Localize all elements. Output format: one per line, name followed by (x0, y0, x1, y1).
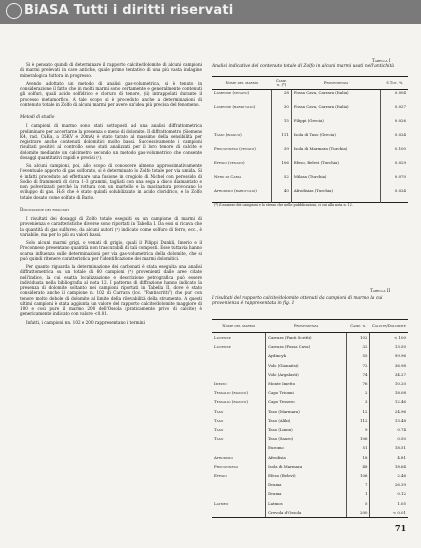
table-cell: 34.27 (394, 371, 406, 377)
table-cell: 15 (272, 118, 292, 132)
table-row (212, 370, 408, 379)
table-cell: Taso (Aliki) (266, 416, 347, 425)
table-cell: 40 (272, 188, 292, 203)
table-cell: 10.20 (394, 381, 406, 387)
column-header: Provenienza (291, 77, 380, 90)
table-row (212, 342, 408, 351)
table-cell: Taso (212, 425, 266, 434)
watermark-text: BiASA Tutti i diritti riservati (24, 3, 234, 18)
table-cell: 18.08 (394, 390, 406, 396)
table-cell: Imezio (212, 379, 266, 388)
table-cell: Tessalio (bianco) (212, 388, 266, 397)
table-cell: 72 (347, 361, 370, 370)
table-cell (212, 118, 272, 132)
table-row (212, 174, 408, 188)
table-row (212, 160, 408, 174)
table-cell: Volo (Argalasti) (266, 370, 347, 379)
table-cell: Isola di Marmara (Turchia) (291, 146, 380, 160)
table-cell: Efeso (Belevi) (266, 471, 347, 480)
table-caption: Analisi indicative del contenuto totale di Zolfo in alcuni marmi usati nell'antichità (212, 64, 394, 69)
table-row (212, 425, 408, 434)
table-cell: 18.51 (394, 445, 406, 451)
paragraph: Infatti, i campioni nn. 102 e 200 rappresentano i termini (26, 319, 145, 325)
table-cell: Euromo (266, 443, 347, 452)
column-header: Nome del marmo (212, 77, 272, 90)
table-row (212, 333, 408, 343)
table-cell: 0.004 (394, 90, 406, 95)
table-row (212, 499, 408, 508)
logo-icon (6, 3, 22, 19)
table-cell: 52 (272, 174, 292, 188)
table-cell: 0.024 (394, 132, 406, 137)
table-cell: Taso (212, 407, 266, 416)
column-header: Nome del marmo (212, 320, 266, 333)
table-cell: 106 (347, 471, 370, 480)
table-cell: Drama (266, 480, 347, 489)
paragraph: Su alcuni campioni, poi, allo scopo di conoscere almeno approssimativamente l'eventuale apporto di gas solforato, si è determinato lo Zolfo totale per via umida. Si è infatti proceduto ad effettuare una fusione in crogiolo di Nichel con perossido di Sodio di frammenti di circa 1–3 grammi, tagliati con una sega a disco diamantato e non polverizzati perché la rottura con un martello e la macinatura provocano lo sviluppo di gas. H₂S che è stato quindi solubilizzato in acido cloridrico, e lo Zolfo totale dosato come solfato di Bario. (20, 163, 202, 200)
table-cell: Efesio (venato) (212, 160, 272, 174)
table-cell: Taso (Marmara) (266, 407, 347, 416)
table-label: Tabella II (370, 288, 391, 293)
table-cell: 200 (347, 508, 370, 518)
table-cell: 51 (347, 443, 370, 452)
table-cell: Carrara (Fanti Scritti) (266, 333, 347, 343)
table-label: Tabella I (372, 58, 391, 63)
table-row (212, 471, 408, 480)
table-cell: < 100 (394, 335, 406, 340)
table-cell: Afrodisio (212, 453, 266, 462)
table-cell: 48 (347, 462, 370, 471)
table-cell: Tessalio (bianco) (212, 397, 266, 406)
table-cell (212, 480, 266, 489)
table-cell: Lunense (212, 333, 266, 343)
table-cell: 3 (347, 397, 370, 406)
table-cell: 0.026 (394, 118, 406, 123)
table-cell: 0.74 (397, 427, 406, 433)
page-number: 71 (395, 523, 407, 533)
table-cell: Taso (Limin) (266, 425, 347, 434)
table-cell: Crevola d'Ossola (266, 508, 347, 518)
table-cell: 111 (272, 132, 292, 146)
paragraph: Per quanto riguarda la determinazione dei carbonati è stata eseguita una analisi diffrattometrica su un totale di 60 campioni (⁴) provenienti dalle aree citate nell'indice, la cui esatta localizzazione e descrizione petrografica può essere individuata nella bibliografia al nota 12. I patterns di diffrazione hanno indicato la presenza di dolomite soltanto nei campioni riportati in Tabella II, dove è stato considerato anche il campione n. 102 di Carrara (loc. "Fantiscritti") che pur con tenore molto debole di dolomite al limite della rilevabilità della strumento. A questi ultimi campioni è stata aggiunta un valore del rapporto calcite/dolomite maggiore di 100 e così pure il marmo 200 dell'Ossola (praticamente privo di calcite) è genericamente indicato con valore <0.01. (20, 264, 202, 317)
table-cell: 74 (347, 370, 370, 379)
table-cell: 30 (272, 104, 292, 118)
table-cell: 0.029 (394, 160, 406, 165)
table-cell: Afrodisias (Turchia) (291, 188, 380, 203)
table-cell: Efeso, Belevi (Turchia) (291, 160, 380, 174)
paragraph: I campioni di marmo sono stati sottoposti ad una analisi diffrattometrica preliminare per accertarne la presenza o meno di dolomite. Il diffrattometro (Siemens K4, rad. CuKα, a 35KV e 20mA) è stato tarato al massimo della sensibilità per registrare anche contenuti dolomitici molto bassi. Successivamente i campioni risultati positivi al controllo sono stati analizzati per il loro tenore di calcite e dolomite mediante un calcimetro secondo un metodo gas-volumetrico che consente dosaggi quantitativi rapidi e precisi (²). (20, 123, 202, 160)
table-cell (212, 361, 266, 370)
table-cell: Latmeo (212, 499, 266, 508)
table-cell: Lumense (bardi-glio) (212, 104, 272, 118)
table-row (212, 416, 408, 425)
table-cell: 0.070 (394, 174, 406, 179)
table-cell: 26.39 (394, 482, 406, 488)
table-cell: Aydincyk (266, 351, 347, 360)
table-cell: 7 (347, 480, 370, 489)
table-cell: 55 (347, 351, 370, 360)
table-cell: 0.027 (394, 104, 406, 109)
table-cell: 4.81 (397, 454, 406, 460)
table-cell: Afrodisia (266, 453, 347, 462)
paragraph: Solo alcuni marmi grigi, o venati di grigio, quali il Pilippi Dunkli, Imerio e il Proconneso presentano quantità non trascurabili di tali composti. Esse tuttavia hanno scarsa influenza sulle determinazioni per via gas-volumetrica della dolomite, che si può quindi ritenere caratteristica per l'identificazione dei marmi dolomitici. (20, 240, 202, 261)
table-cell: Isola di Taso (Grecia) (291, 132, 380, 146)
left-column (20, 62, 202, 328)
table-cell: 9 (347, 425, 370, 434)
table-header-row (212, 77, 408, 90)
table-cell: Tasio (bianco) (212, 132, 272, 146)
table-cell: Taso (212, 434, 266, 443)
table-row (212, 132, 408, 146)
table-cell: Fossa Cava, Carrara (Italia) (291, 104, 380, 118)
table-row (212, 361, 408, 370)
table-row (212, 434, 408, 443)
section-heading: Discussione dei risultati (20, 206, 70, 212)
table-cell: 0.100 (394, 146, 406, 151)
table-cell: 0.024 (394, 188, 406, 193)
table-cell: Afrodisio (bardi-glio) (212, 188, 272, 203)
table-cell: Carrara (Fossa Cava) (266, 342, 347, 351)
table-cell: Filippi (Grecia) (291, 118, 380, 132)
table-cell: 36.98 (394, 362, 406, 368)
table-cell: 18 (347, 453, 370, 462)
column-header: S Tot. % (381, 77, 408, 90)
table-cell (212, 508, 266, 518)
table-cell: Capo Tessero (266, 397, 347, 406)
table-cell: 28 (272, 90, 292, 105)
table-cell: 1.05 (397, 500, 406, 506)
table-cell (212, 489, 266, 498)
table-cell: Milasa (Turchia) (291, 174, 380, 188)
table-cell: 13.50 (394, 344, 406, 350)
table-cell: 12 (347, 407, 370, 416)
table-cell: 2 (347, 388, 370, 397)
table-header-row (212, 320, 408, 333)
table-sulfur (212, 76, 408, 211)
paragraph: Avendo adottato un metodo di analisi gas-volumetrica, si è tenuto in considerazione il fatto che in molti marmi sono certamente e generalmente contenuti gli solfuri, quali acido solfidrico e cloruro di tenore, (ii) intrappolati durante il processo metamorfico. A tale scopo si è proceduto anche a determinazioni di contenuto totale in Zolfo di alcuni marmi per avere un'idea più precisa del fenomeno. (20, 80, 202, 107)
table-cell: 0.12 (397, 491, 406, 497)
table-cell: Lunense (212, 342, 266, 351)
table-cell: 32 (347, 342, 370, 351)
table-cell: 76 (347, 379, 370, 388)
table-cell: Latmos (266, 499, 347, 508)
table-row (212, 443, 408, 452)
table-caption: I risultati del rapporto calcite/dolomite ottenuti da campioni di marmo la cui provenienza è rappresentata in fig. 1 (212, 296, 383, 307)
table-cell: 106 (272, 160, 292, 174)
table-row (212, 351, 408, 360)
table-cell: Fossa Cava, Carrara (Italia) (291, 90, 380, 105)
table-cell: 13.48 (394, 417, 406, 423)
column-header: Camp. n. (*) (272, 77, 292, 90)
table-cell: 2.46 (397, 473, 406, 479)
table-row (212, 90, 408, 105)
table-row (212, 489, 408, 498)
table-row (212, 379, 408, 388)
column-header: Camp. n. (347, 320, 370, 333)
paragraph: I risultati dei dosaggi di Zolfo totale eseguiti su un campione di marmi di provenienza e caratteristiche diverse sono riportati in Tabella I. Da essi si ricava che la quantità di gas sulfureo, da alcuni autori (³) indicato come solfuro di ferro, ecc., è variabile, ma per lo più su valori bassi. (20, 216, 202, 237)
table-row (212, 480, 408, 489)
table-row (212, 407, 408, 416)
table-cell: Capo Trionni (266, 388, 347, 397)
paragraph: Si è pensato quindi di determinare il rapporto calcite/dolomite di alcuni campioni di marmi prelevati in cave antiche, quale primo tentativo di una più vasta indagine mineralogica tuttora in progresso. (20, 62, 202, 78)
table-cell: 39 (272, 146, 292, 160)
table-cell (212, 351, 266, 360)
table-cell: 99.96 (394, 353, 406, 359)
table-cell: Proconneso (venato) (212, 146, 272, 160)
table-cell: < 0.01 (370, 508, 408, 518)
table-row (212, 508, 408, 518)
table-cell: 24.96 (394, 408, 406, 414)
column-header: Provenienza (266, 320, 347, 333)
table-row (212, 146, 408, 160)
table-row (212, 462, 408, 471)
table-cell: 106 (347, 434, 370, 443)
table-row (212, 104, 408, 118)
table-row (212, 388, 408, 397)
table-row (212, 453, 408, 462)
table-cell: 102 (347, 333, 370, 343)
table-cell: Isola di Marmara (266, 462, 347, 471)
table-cell: 112 (347, 416, 370, 425)
table-cell (212, 443, 266, 452)
table-cell: Lumense (venato) (212, 90, 272, 105)
table-row (212, 188, 408, 203)
table-cell: Volo (Giannitsi) (266, 361, 347, 370)
table-row (212, 118, 408, 132)
table-calcite-dolomite (212, 319, 408, 518)
table-cell: Taso (212, 416, 266, 425)
table-cell: 12.46 (394, 399, 406, 405)
table-cell: Efesio (212, 471, 266, 480)
watermark-header (0, 0, 421, 24)
table-cell: Taso (Sauro) (266, 434, 347, 443)
section-heading: Metodi di studio (20, 114, 55, 119)
table-cell: 18.64 (394, 463, 406, 469)
table-footnote: (*) il numero dei campioni e lo stesso che nelle pubblicazioni, ci cui alla nota n. 12. (212, 203, 408, 212)
column-header: Calcite/Dolomite (370, 320, 408, 333)
table-cell: Nero di Caria (212, 174, 272, 188)
table-row (212, 397, 408, 406)
table-cell: Monte Imetto (266, 379, 347, 388)
table-cell (212, 370, 266, 379)
table-cell: 0.50 (397, 436, 406, 442)
table-cell: 5 (347, 499, 370, 508)
table-cell: Drama (266, 489, 347, 498)
table-cell: Proconneso (212, 462, 266, 471)
table-cell: 1 (347, 489, 370, 498)
